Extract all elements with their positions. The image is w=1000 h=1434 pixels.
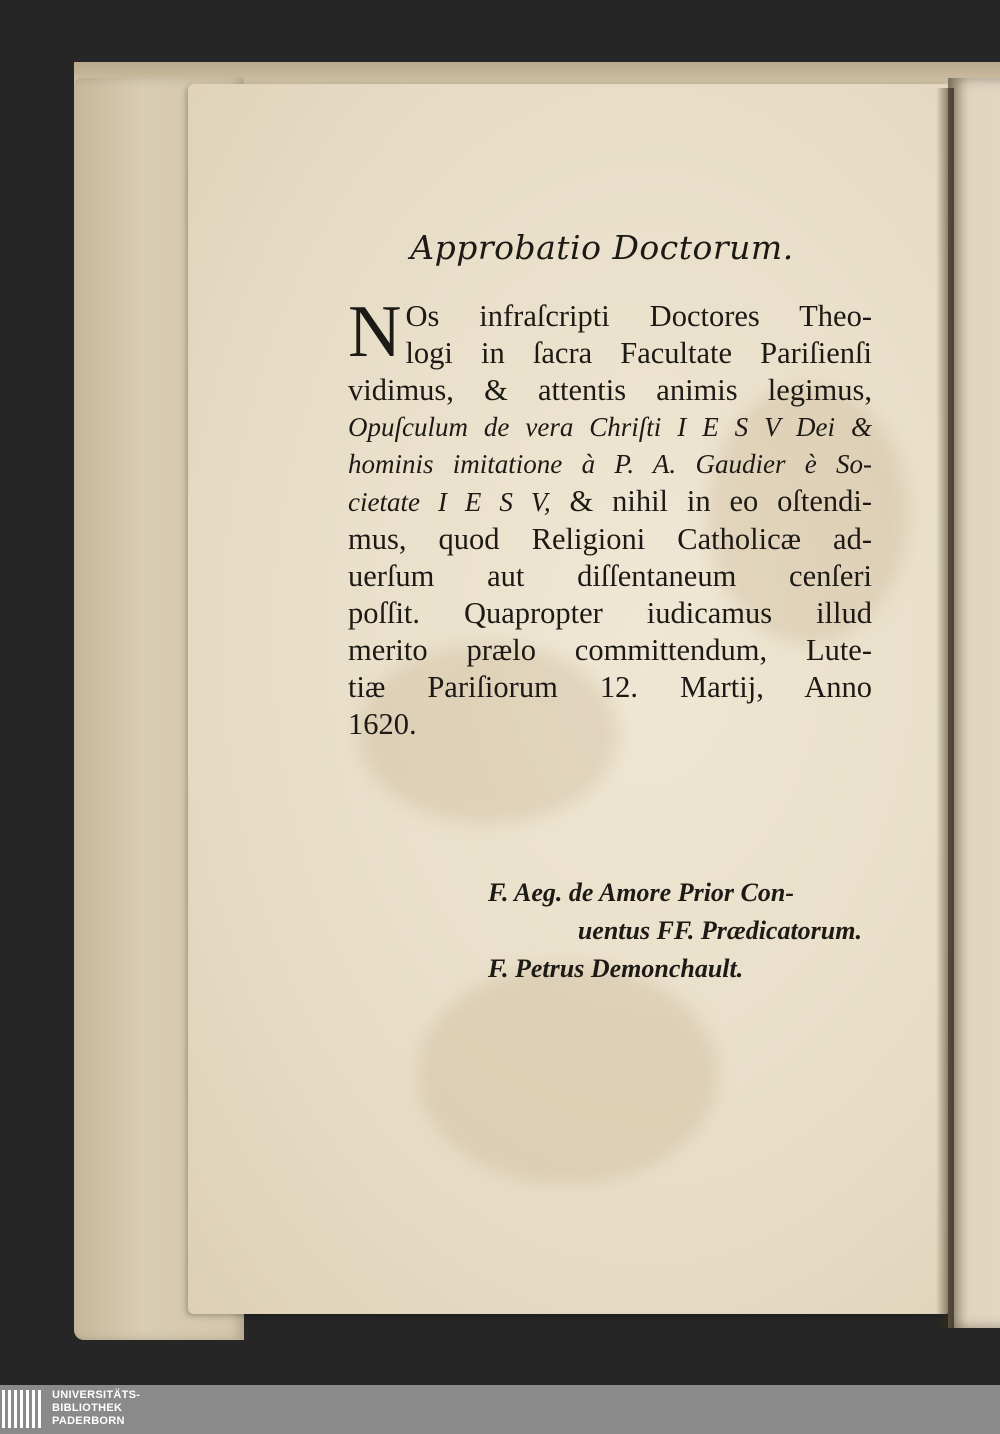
logo-line: PADERBORN — [52, 1415, 125, 1427]
approbation-text — [348, 228, 872, 983]
library-footer — [0, 1385, 1000, 1434]
paper-stain — [418, 964, 718, 1184]
text-line: Os infraſcripti Doctores Theo- — [405, 299, 872, 333]
page-title: Approbatio Doctorum. — [410, 228, 794, 267]
text-line — [348, 483, 872, 521]
text-line-italic: hominis imitatione à P. A. Gaudier è So- — [348, 449, 872, 479]
signature-line: F. Aeg. de Amore Prior Con- — [488, 878, 795, 907]
approbation-paragraph — [348, 291, 872, 743]
italic-fragment: cietate I E S V, — [348, 487, 551, 517]
text-line: poſſit. Quapropter iudicamus illud — [348, 596, 872, 630]
text-fragment: & nihil in eo oſtendi- — [550, 484, 872, 518]
signature-line: uentus FF. Prædicatorum. — [577, 916, 862, 945]
library-logo-text — [52, 1389, 140, 1428]
text-line: merito prælo committendum, Lute- — [348, 633, 872, 667]
signatures — [452, 874, 872, 988]
logo-line: UNIVERSITÄTS- — [52, 1389, 141, 1401]
signature-line: F. Petrus Demonchault. — [488, 954, 744, 983]
text-line: tiæ Pariſiorum 12. Martij, Anno — [348, 670, 872, 704]
drop-cap: N — [348, 291, 402, 373]
page-gutter — [936, 88, 954, 1328]
text-line-italic: Opuſculum de vera Chriſti I E S V Dei & — [348, 412, 872, 442]
text-line: vidimus, & attentis animis legimus, — [348, 373, 872, 407]
facing-page — [948, 78, 1000, 1328]
text-line-year: 1620. — [348, 707, 417, 741]
text-line: uerſum aut diſſentaneum cenſeri — [348, 559, 872, 593]
text-line: mus, quod Religioni Catholicæ ad- — [348, 522, 872, 556]
text-line: logi in ſacra Facultate Pariſienſi — [405, 336, 872, 370]
logo-line: BIBLIOTHEK — [52, 1402, 123, 1414]
library-logo-icon — [2, 1390, 42, 1428]
